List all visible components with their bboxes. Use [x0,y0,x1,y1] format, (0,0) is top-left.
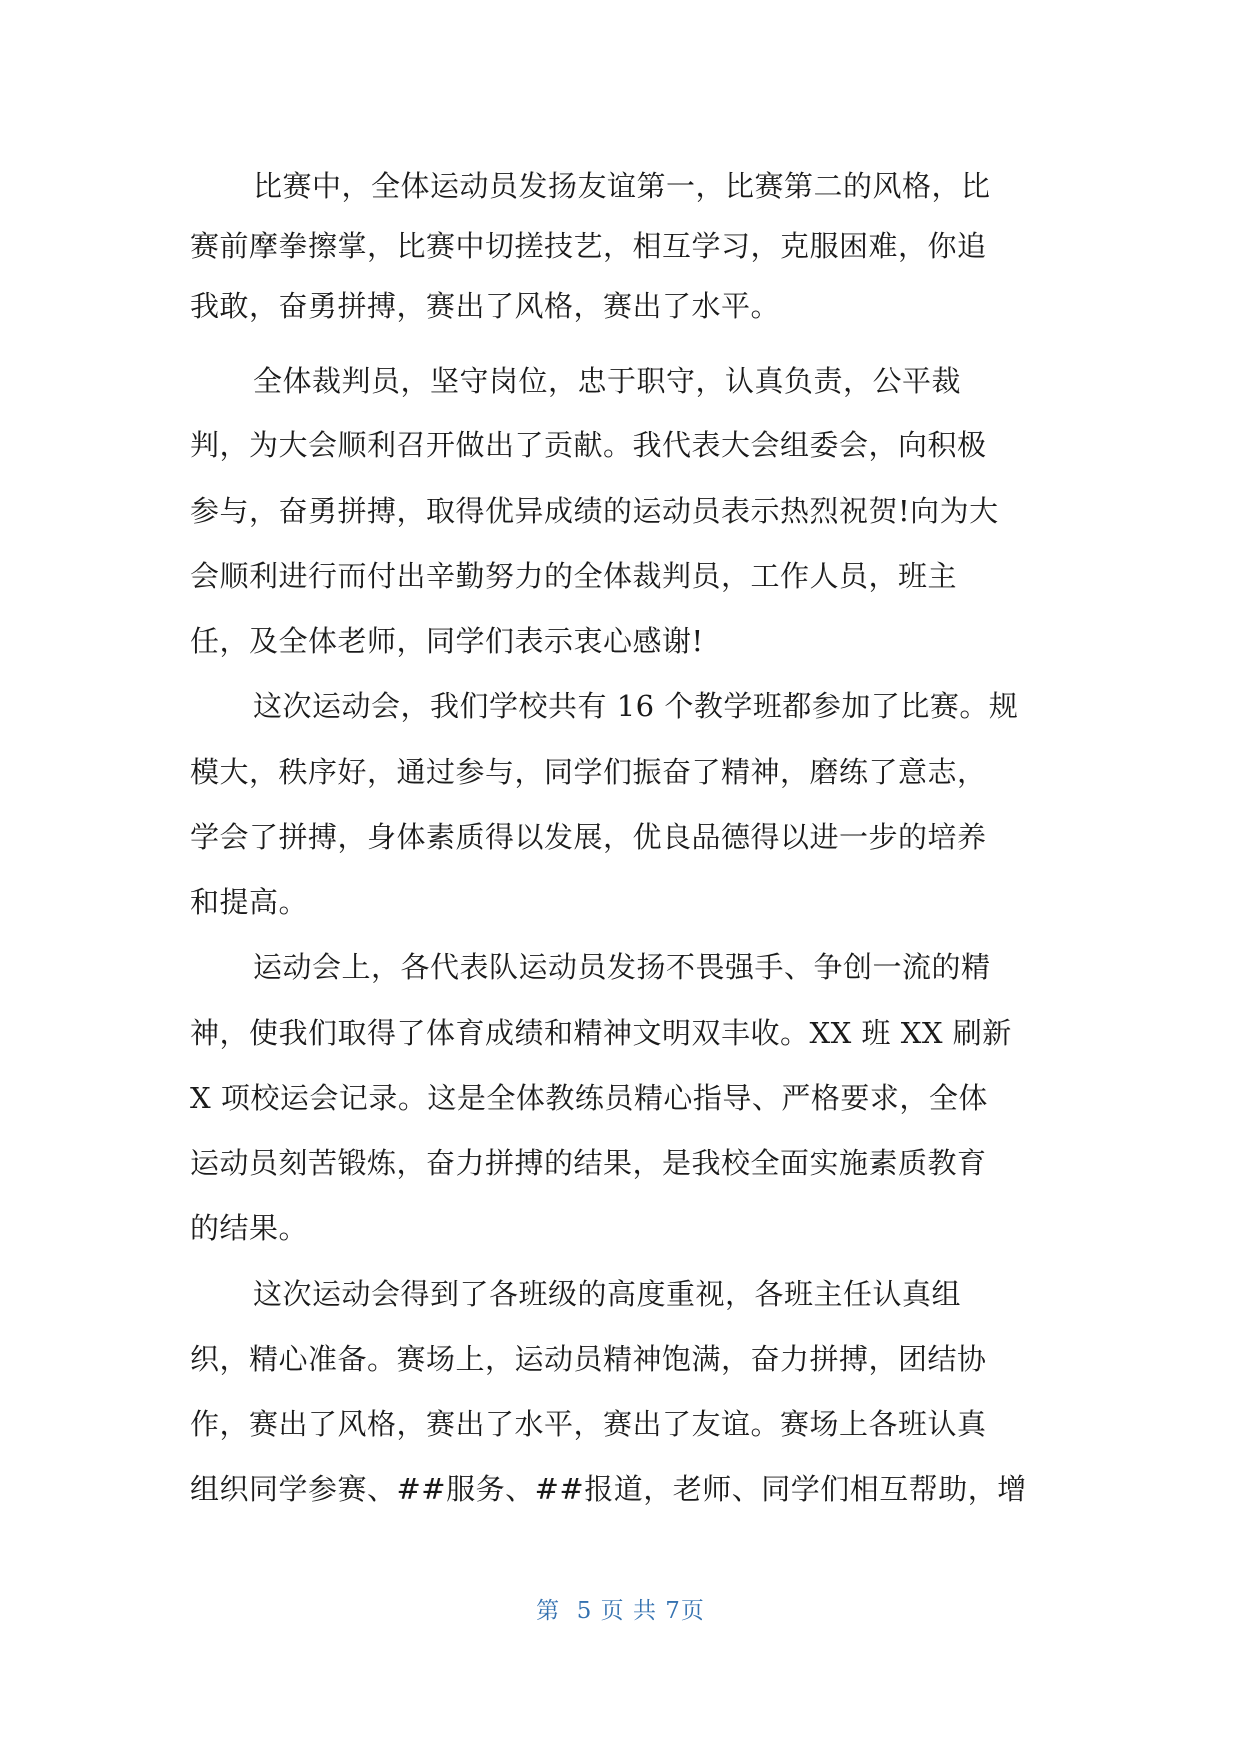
paragraph-5-line-2: 织，精心准备。赛场上，运动员精神饱满，奋力拼搏，团结协 [190,1342,987,1376]
paragraph-1-line-3: 我敢，奋勇拼搏，赛出了风格，赛出了水平。 [190,289,781,323]
paragraph-2-line-1: 全体裁判员，坚守岗位，忠于职守，认真负责，公平裁 [253,364,962,398]
paragraph-1-line-1: 比赛中，全体运动员发扬友谊第一，比赛第二的风格，比 [253,169,991,203]
paragraph-5-line-1: 这次运动会得到了各班级的高度重视，各班主任认真组 [253,1277,962,1311]
paragraph-4-line-4: 运动员刻苦锻炼，奋力拼搏的结果，是我校全面实施素质教育 [190,1146,987,1180]
paragraph-5-line-4: 组织同学参赛、##服务、##报道，老师、同学们相互帮助，增 [190,1472,1027,1506]
page-number-footer: 第 5 页 共 7页 [536,1598,705,1624]
paragraph-2-line-4: 会顺利进行而付出辛勤努力的全体裁判员，工作人员，班主 [190,559,958,593]
paragraph-5-line-3: 作，赛出了风格，赛出了水平，赛出了友谊。赛场上各班认真 [190,1407,987,1441]
paragraph-2-line-2: 判，为大会顺利召开做出了贡献。我代表大会组委会，向积极 [190,428,987,462]
paragraph-2-line-3: 参与，奋勇拼搏，取得优异成绩的运动员表示热烈祝贺!向为大 [190,494,999,528]
paragraph-3-line-1: 这次运动会，我们学校共有 16 个教学班都参加了比赛。规 [253,689,1019,723]
paragraph-3-line-2: 模大，秩序好，通过参与，同学们振奋了精神，磨练了意志， [190,755,987,789]
paragraph-4-line-5: 的结果。 [190,1211,309,1245]
paragraph-4-line-2: 神，使我们取得了体育成绩和精神文明双丰收。XX 班 XX 刷新 [190,1016,1012,1050]
paragraph-4-line-3: X 项校运会记录。这是全体教练员精心指导、严格要求，全体 [190,1081,988,1115]
paragraph-4-line-1: 运动会上，各代表队运动员发扬不畏强手、争创一流的精 [253,950,991,984]
paragraph-2-line-5: 任，及全体老师，同学们表示衷心感谢! [190,624,704,658]
paragraph-1-line-2: 赛前摩拳擦掌，比赛中切搓技艺，相互学习，克服困难，你追 [190,229,987,263]
paragraph-3-line-3: 学会了拼搏，身体素质得以发展，优良品德得以进一步的培养 [190,820,987,854]
paragraph-3-line-4: 和提高。 [190,885,309,919]
